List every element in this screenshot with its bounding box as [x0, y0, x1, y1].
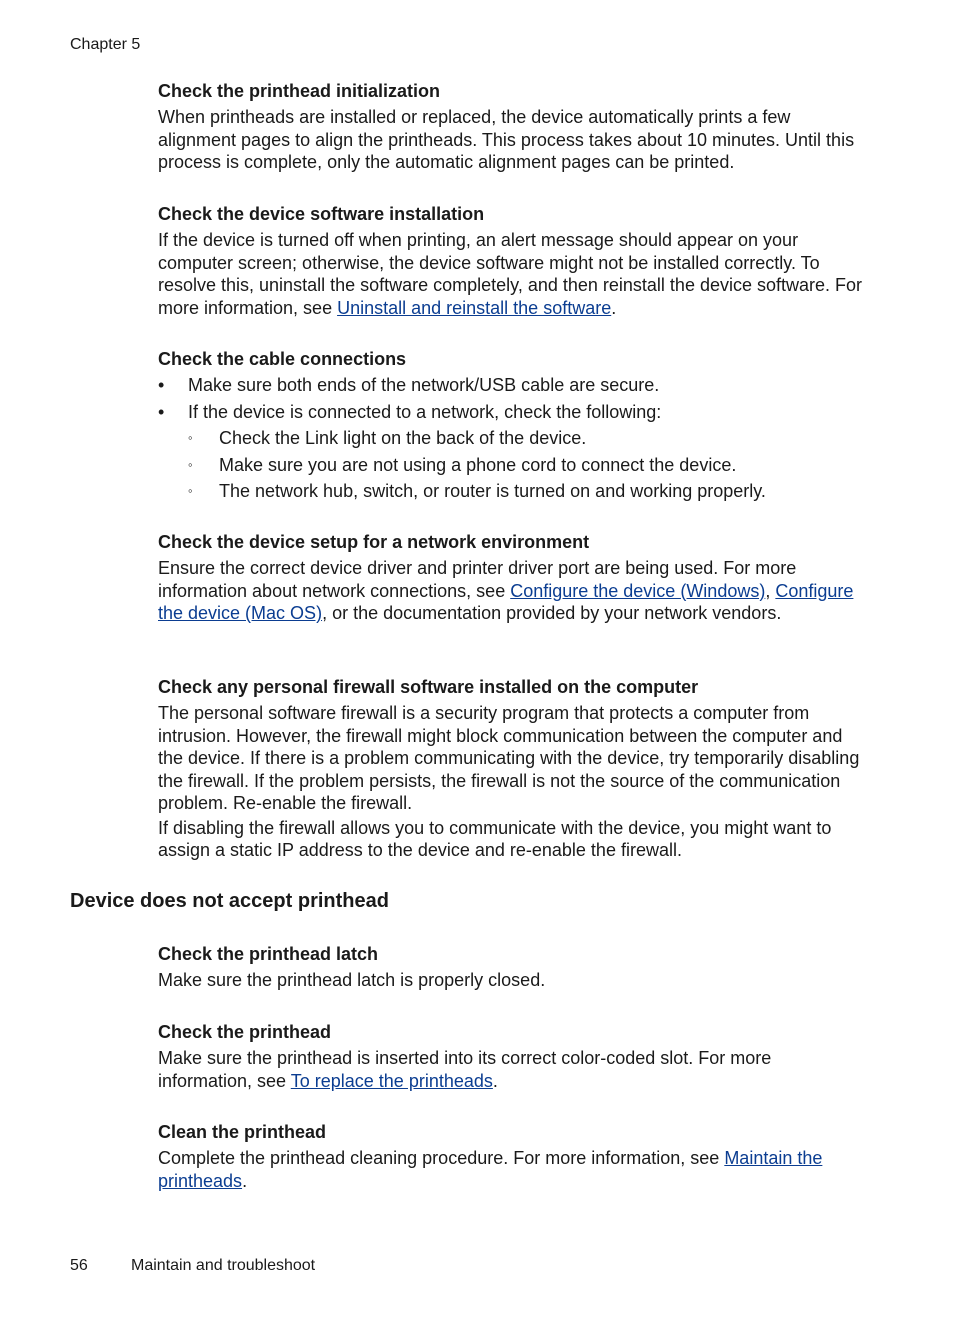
section-title: Check any personal firewall software installed on the computer: [158, 677, 699, 697]
list-item: • If the device is connected to a network, check the following:: [158, 401, 662, 422]
section-title: Clean the printhead: [158, 1122, 327, 1142]
section-body: Ensure the correct device driver and printer driver port are being used. For more information about network connections, see Configure the device (Windows), Configure the device (Mac OS), or the documentation provided by your network vendors.: [158, 558, 854, 623]
list-item: ◦ The network hub, switch, or router is turned on and working properly.: [188, 481, 766, 501]
section-clean-printhead: [158, 1121, 863, 1192]
section-title: Check the printhead latch: [158, 944, 379, 964]
section-heading: Device does not accept printhead: [70, 890, 389, 912]
section-body: When printheads are installed or replaced, the device automatically prints a few alignment pages to align the printheads. This process takes about 10 minutes. Until this process is complete, only the automatic alignment pages can be printed.: [158, 107, 855, 172]
sub-bullet-list: [158, 427, 863, 503]
link-configure-macos[interactable]: Configure the device (Mac OS): [158, 580, 854, 623]
link-uninstall-reinstall[interactable]: Uninstall and reinstall the software: [337, 297, 612, 318]
section-printhead-latch: [158, 943, 545, 992]
list-item: • Make sure both ends of the network/USB cable are secure.: [158, 375, 660, 395]
section-title: Check the device setup for a network environment: [158, 532, 590, 552]
section-title: Check the device software installation: [158, 204, 485, 224]
footer-section-title: Maintain and troubleshoot: [131, 1257, 316, 1274]
chapter-label: Chapter 5: [70, 36, 141, 53]
section-title: Check the printhead initialization: [158, 81, 441, 101]
link-maintain-printheads[interactable]: Maintain the printheads: [158, 1148, 823, 1191]
section-network-setup: [158, 531, 863, 625]
section-body: Make sure the printhead latch is properly closed.: [158, 970, 546, 990]
list-item: ◦ Check the Link light on the back of the device.: [188, 428, 587, 448]
section-printhead-initialization: [158, 80, 863, 174]
page-number: 56: [70, 1257, 88, 1274]
section-cable-connections: [158, 348, 863, 507]
section-body: Complete the printhead cleaning procedure. For more information, see Maintain the printheads.: [158, 1148, 823, 1191]
bullet-list: [158, 374, 863, 423]
section-firewall: [158, 676, 863, 862]
link-configure-windows[interactable]: Configure the device (Windows): [510, 580, 766, 601]
list-item: ◦ Make sure you are not using a phone cord to connect the device.: [188, 454, 737, 475]
section-title: Check the cable connections: [158, 349, 407, 369]
section-body: If disabling the firewall allows you to communicate with the device, you might want to assign a static IP address to the device and re-enable the firewall.: [158, 817, 832, 860]
section-body: Make sure the printhead is inserted into its correct color-coded slot. For more information, see To replace the printheads.: [158, 1048, 772, 1091]
section-check-printhead: [158, 1021, 863, 1092]
section-software-installation: [158, 203, 863, 319]
section-title: Check the printhead: [158, 1022, 332, 1042]
section-body: The personal software firewall is a security program that protects a computer from intrusion. However, the firewall might block communication between the computer and the device. If there is a problem communicating with the device, try temporarily disabling the firewall. If the problem persists, the firewall is not the source of the communication problem. Re-enable the firewall.: [158, 703, 860, 813]
link-replace-printheads[interactable]: To replace the printheads: [290, 1070, 493, 1091]
section-body: If the device is turned off when printing, an alert message should appear on your computer screen; otherwise, the device software might not be installed correctly. To resolve this, uninstall the software completely, and then reinstall the device software. For more information, see Uninstall and reinstall the software.: [158, 230, 863, 318]
